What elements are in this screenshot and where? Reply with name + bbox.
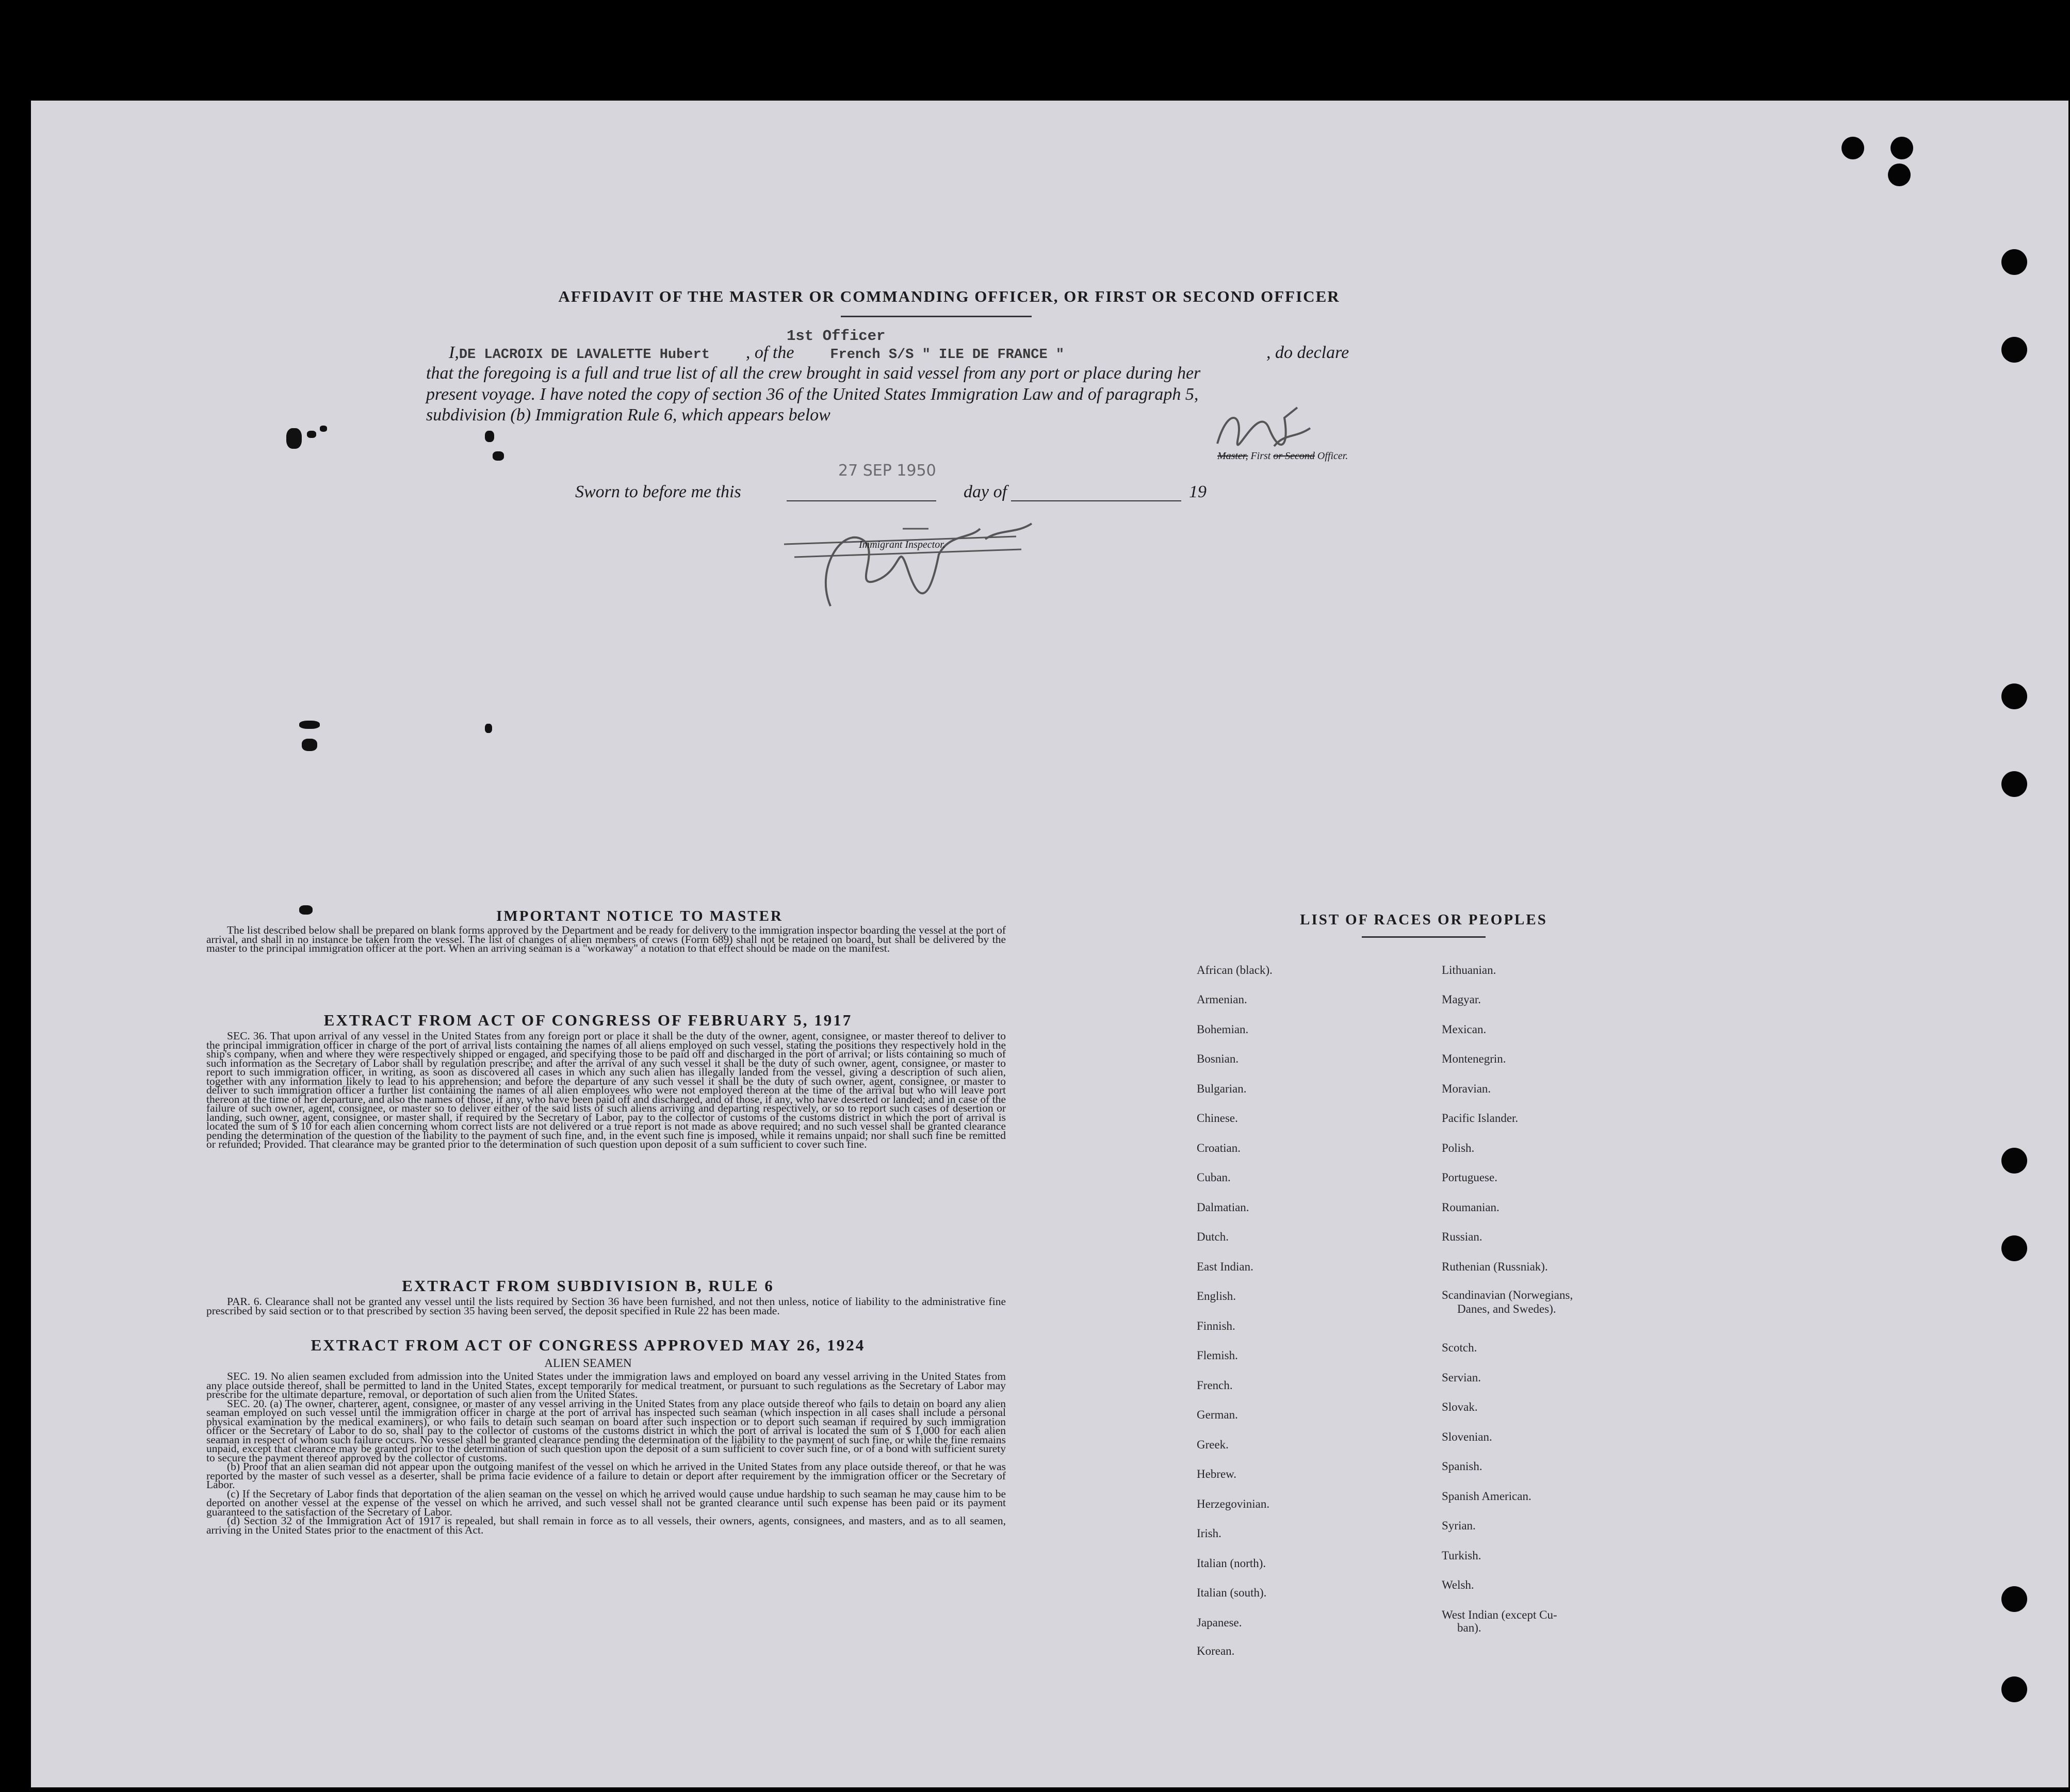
race-item: Pacific Islander. [1442, 1112, 1519, 1125]
affidavit-line-3: present voyage. I have noted the copy of section 36 of the United States Immigration Law and of paragraph 5, [426, 385, 1199, 404]
race-item: Japanese. [1197, 1616, 1242, 1629]
race-item: ban). [1457, 1621, 1481, 1634]
do-declare-text: , do declare [1266, 343, 1349, 362]
race-item: German. [1197, 1408, 1238, 1421]
race-item: Syrian. [1442, 1519, 1476, 1532]
races-title: LIST OF RACES OR PEOPLES [1300, 911, 1547, 928]
extract-rule6-title: EXTRACT FROM SUBDIVISION B, RULE 6 [402, 1277, 774, 1295]
master-name-typed: DE LACROIX DE LAVALETTE Hubert [459, 347, 710, 363]
race-item: Scandinavian (Norwegians, [1442, 1289, 1573, 1301]
day-of-text: day of [964, 482, 1007, 501]
race-item: Welsh. [1442, 1578, 1474, 1591]
vessel-name-typed: French S/S " ILE DE FRANCE " [830, 347, 1065, 363]
of-the-text: , of the [745, 343, 794, 362]
race-item: Chinese. [1197, 1112, 1238, 1125]
officer-signature [1207, 397, 1321, 459]
race-item: Croatian. [1197, 1142, 1241, 1154]
race-item: Moravian. [1442, 1082, 1491, 1095]
notice-title: IMPORTANT NOTICE TO MASTER [496, 908, 783, 924]
race-item: Finnish. [1197, 1319, 1235, 1332]
race-item: Flemish. [1197, 1349, 1238, 1362]
race-item: Slovenian. [1442, 1430, 1492, 1443]
race-item: Servian. [1442, 1371, 1481, 1384]
race-item: Italian (south). [1197, 1586, 1267, 1599]
inspector-signature [774, 508, 1042, 622]
affidavit-title: AFFIDAVIT OF THE MASTER OR COMMANDING OFFICER, OR FIRST OR SECOND OFFICER [558, 287, 1340, 305]
document-sheet [31, 101, 2068, 1787]
race-item: Lithuanian. [1442, 964, 1496, 976]
race-item: Ruthenian (Russniak). [1442, 1260, 1548, 1273]
race-item: Dutch. [1197, 1230, 1229, 1243]
notice-text: The list described below shall be prepared on blank forms approved by the Department and be ready for delivery to the immigration inspector boarding the vessel at the port of arrival, and shall in no instance be taken from the vessel. The list of changes of alien members of crews (Form 689) shall not be retained on board, but shall be delivered by the master to the principal immigration officer at the port. When an arriving seaman is a "workaway" a notation to that effect should be made on the manifest. [206, 924, 1006, 954]
extract-1924-text: SEC. 19. No alien seamen excluded from admission into the United States under the immigration laws and employed on board any vessel arriving in the United States from any place outside thereof, shall be permitted to land in the United States, except temporarily for medical treatment, or pursuant to such regulations as the Secretary of Labor may prescribe for the ultimate departure, removal, or deportation of such alien from the United States. SEC. 20. (a) The owner, charterer, agent, consignee, or master of any vessel arriving in the United States from any place outside thereof who fails to detain on board any alien seaman employed on such vessel until the immigration officer in charge at the port of arrival has inspected such seaman (which inspection in all cases shall include a personal physical examination by the medical examiners), or who fails to detain such seaman on board after such inspection or to deport such seaman if required by such immigration officer or the Secretary of Labor to do so, shall pay to the collector of customs of the customs district in which the port of arrival is located the sum of $ 1,000 for each alien seaman in respect of whom such failure occurs. No vessel shall be granted clearance pending the determination of the liability to the payment of such fine, or while the fine remains unpaid, except that clearance may be granted prior to the determination of such question upon the deposit of a sum sufficient to cover such fine, or of a bond with sufficient surety to secure the payment thereof approved by the collector of customs. (b) Proof that an alien seaman did not appear upon the outgoing manifest of the vessel on which he arrived in the United States from any place outside thereof, or that he was reported by the master of such vessel as a deserter, shall be prima facie evidence of a failure to detain or deport after requirement by the immigration officer or the Secretary of Labor. (c) If the Secretary of Labor finds that deportation of the alien seaman on the vessel on which he arrived would cause undue hardship to such seaman he may cause him to be deported on another vessel at the expense of the vessel on which he arrived, and such vessel shall not be granted clearance until such expense has been paid or its payment guaranteed to the satisfaction of the Secretary of Labor. (d) Section 32 of the Immigration Act of 1917 is repealed, but shall remain in force as to all vessels, their owners, agents, consignees, and masters, and as to all seamen, arriving in the United States prior to the enactment of this Act. [206, 1370, 1006, 1536]
race-item: Magyar. [1442, 993, 1481, 1006]
sworn-text: Sworn to before me this [575, 482, 741, 501]
race-item: English. [1197, 1290, 1236, 1302]
race-item: Hebrew. [1197, 1468, 1237, 1480]
year-prefix: 19 [1189, 482, 1207, 501]
extract-1917-text: SEC. 36. That upon arrival of any vessel in the United States from any foreign port or place it shall be the duty of the owner, agent, consignee, or master thereof to deliver to the principal immigration officer in charge of the port of arrival lists containing the names of all aliens employed on such vessel, stating the positions they respectively hold in the ship's company, when and where they were respectively shipped or engaged, and specifying those to be paid off and discharged in the port of arrival; or lists containing so much of such information as the Secretary of Labor shall by regulation prescribe; and after the arrival of any such vessel it shall be the duty of such owner, agent, consignee, or master to report to such immigration officer, in writing, as soon as discovered all cases in which any such alien has illegally landed from the vessel, giving a description of such alien, together with any information likely to lead to his apprehension; and before the departure of any such vessel it shall be the duty of such owner, agent, consignee, or master to deliver to such immigration officer a further list containing the names of all alien employees who were not employed thereon at the time of the arrival but who will leave port thereon at the time of her departure, and also the names of those, if any, who have been paid off and discharged, and of those, if any, who have deserted or landed; and in case of the failure of such owner, agent, consignee, or master so to deliver either of the said lists of such aliens arriving and departing respectively, or so to report such cases of desertion or landing, such owner, agent, consignee, or master shall, if required by the Secretary of Labor, pay to the collector of customs of the customs district in which the port of arrival is located the sum of $ 10 for each alien concerning whom correct lists are not delivered or a true report is not made as above required; and no such vessel shall be granted clearance pending the determination of the question of the liability to the payment of such fine, and, in the event such fine is imposed, while it remains unpaid; nor shall such fine be remitted or refunded; Provided. That clearance may be granted prior to the determination of such question upon deposit of a sum sufficient to cover such fine. [206, 1030, 1006, 1150]
race-item: Danes, and Swedes). [1457, 1302, 1556, 1315]
race-item: Korean. [1197, 1644, 1235, 1657]
race-item: Scotch. [1442, 1341, 1477, 1354]
race-item: Turkish. [1442, 1549, 1481, 1562]
race-item: Spanish American. [1442, 1490, 1531, 1503]
alien-seamen-subtitle: ALIEN SEAMEN [544, 1357, 632, 1370]
race-item: Bosnian. [1197, 1052, 1239, 1065]
race-item: Herzegovinian. [1197, 1497, 1270, 1510]
race-item: Slovak. [1442, 1400, 1478, 1413]
caption-officer: Officer. [1314, 450, 1348, 462]
officer-rank-typed: 1st Officer [787, 328, 886, 345]
race-item: Mexican. [1442, 1023, 1487, 1036]
affidavit-line-2: that the foregoing is a full and true list of all the crew brought in said vessel from any port or place during her [426, 364, 1201, 383]
affidavit-line-1 [449, 343, 1064, 363]
race-item: Dalmatian. [1197, 1201, 1249, 1214]
race-item: Bohemian. [1197, 1023, 1249, 1036]
race-item: Spanish. [1442, 1460, 1482, 1473]
race-item: Polish. [1442, 1142, 1475, 1154]
race-item: French. [1197, 1379, 1233, 1392]
affidavit-line-4: subdivision (b) Immigration Rule 6, which appears below [426, 405, 830, 425]
race-item: Bulgarian. [1197, 1082, 1247, 1095]
race-item: Greek. [1197, 1438, 1229, 1451]
race-item: Italian (north). [1197, 1557, 1266, 1570]
extract-rule6-text: PAR. 6. Clearance shall not be granted any vessel until the lists required by Section 36 have been furnished, and not then unless, notice of liability to the administrative fine prescribed by said section or to that prescribed by section 35 having been served, the deposit specified in Rule 22 has been made. [206, 1295, 1006, 1317]
race-item: Montenegrin. [1442, 1052, 1506, 1065]
caption-first: First [1248, 450, 1274, 462]
signature-caption [1217, 450, 1348, 462]
title-divider [841, 316, 1032, 317]
race-item: Roumanian. [1442, 1201, 1499, 1214]
extract-1917-title: EXTRACT FROM ACT OF CONGRESS OF FEBRUARY 5, 1917 [323, 1011, 853, 1029]
race-item: Russian. [1442, 1230, 1482, 1243]
race-item: Portuguese. [1442, 1171, 1497, 1184]
line1-prefix: I, [449, 343, 459, 362]
caption-struck-master: Master, [1217, 450, 1248, 462]
inspector-caption: Immigrant Inspector. [859, 539, 946, 550]
extract-1924-title: EXTRACT FROM ACT OF CONGRESS APPROVED MAY 26, 1924 [311, 1336, 866, 1354]
race-item: African (black). [1197, 964, 1273, 976]
race-item: West Indian (except Cu- [1442, 1608, 1557, 1621]
race-item: Armenian. [1197, 993, 1247, 1006]
date-stamp: 27 SEP 1950 [838, 462, 936, 480]
race-item: Irish. [1197, 1527, 1221, 1540]
race-item: East Indian. [1197, 1260, 1253, 1273]
caption-struck-second: or Second [1273, 450, 1315, 462]
race-item: Cuban. [1197, 1171, 1231, 1184]
